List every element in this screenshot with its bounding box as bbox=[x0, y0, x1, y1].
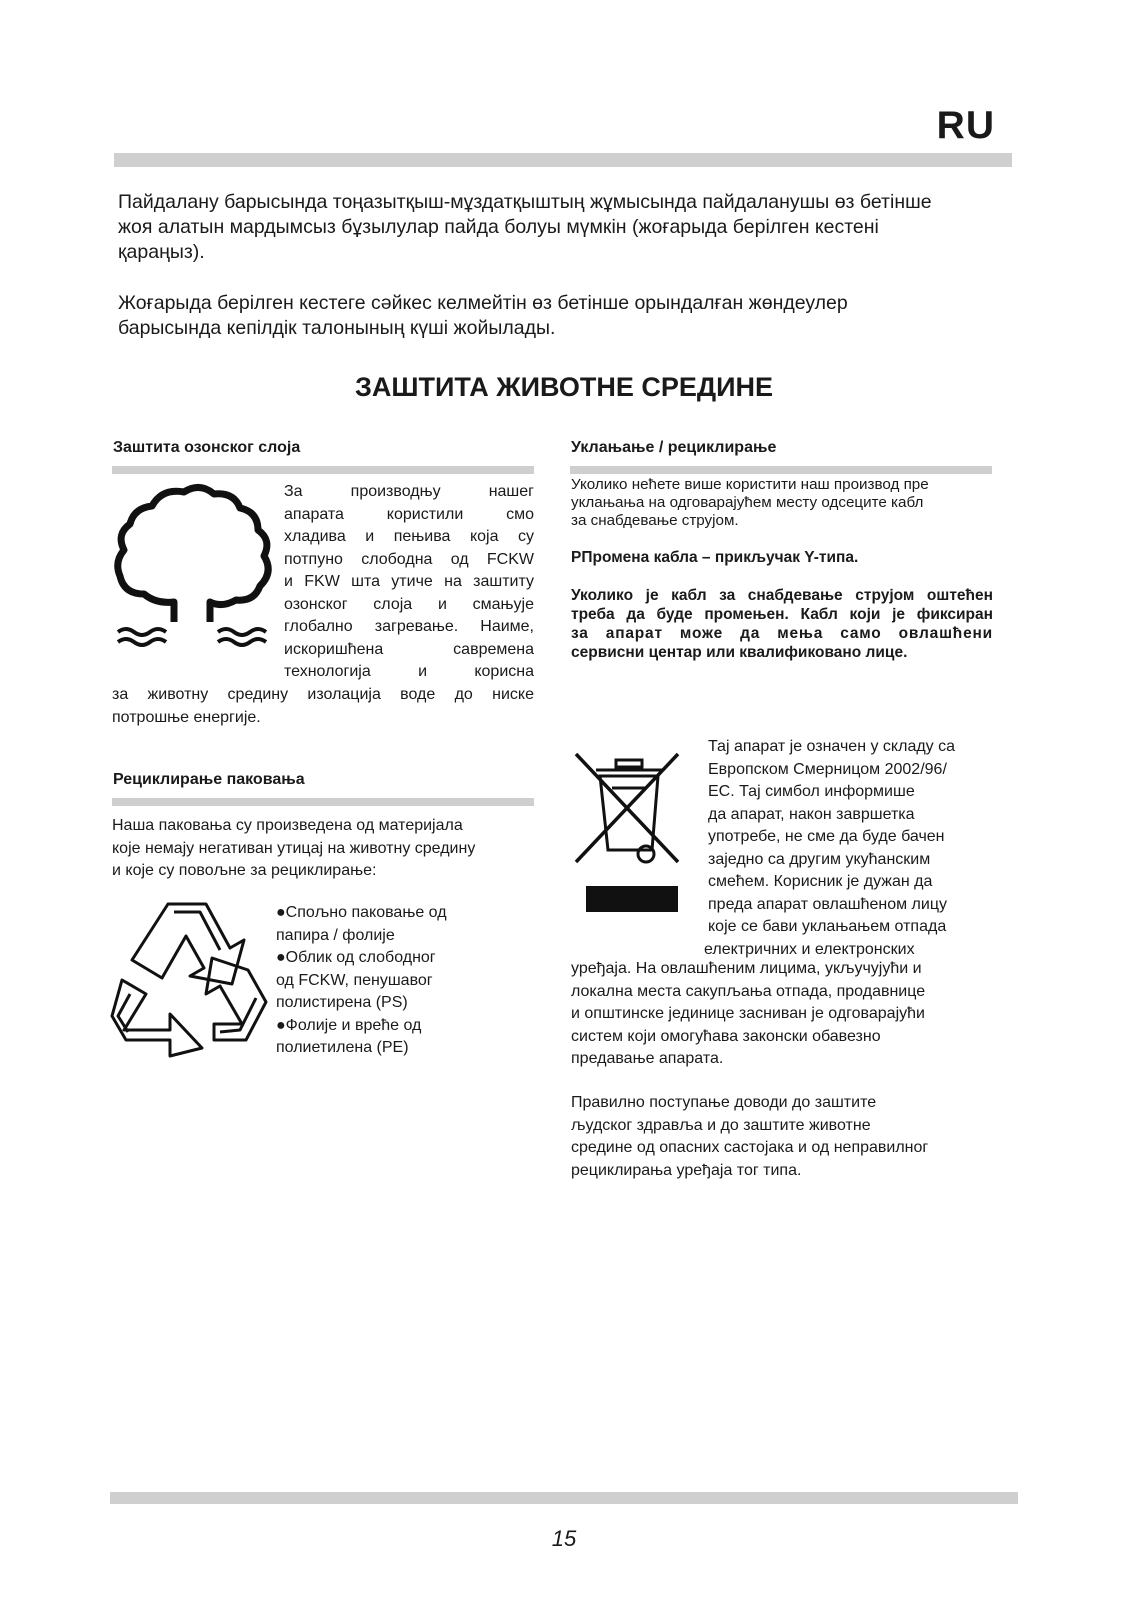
intro-paragraph-1 bbox=[118, 190, 1028, 265]
text-line: преда апарат овлашћеном лицу bbox=[708, 895, 947, 913]
text-line: потрошње енергије. bbox=[112, 708, 261, 726]
tree-icon bbox=[112, 482, 280, 654]
bullet: ● bbox=[276, 1016, 286, 1034]
text-line: људског здравља и до заштите животне bbox=[571, 1116, 871, 1134]
text-line: систем који омогућава законски обавезно bbox=[571, 1027, 881, 1045]
recycle-icon bbox=[110, 898, 270, 1058]
weee-side-text bbox=[704, 736, 1008, 961]
list-item bbox=[276, 947, 536, 1015]
section-title: ЗАШТИТА ЖИВОТНЕ СРЕДИНЕ bbox=[354, 372, 774, 402]
text-line: Тај апарат је означен у складу са bbox=[708, 738, 956, 755]
text-line: електричних и електронских bbox=[704, 940, 915, 958]
text-line: Спољно паковање од bbox=[285, 904, 447, 921]
text-line: средине од опасних састојака и од неправилног bbox=[571, 1139, 929, 1156]
text-line: треба да буде промењен. Кабл који је фиксиран bbox=[571, 606, 993, 623]
text-line: озонског слоја и смањује bbox=[284, 595, 534, 613]
text-line: и FKW шта утиче на заштиту bbox=[284, 573, 534, 590]
weee-full-text bbox=[571, 958, 1001, 1071]
weee-final-text bbox=[571, 1092, 1001, 1182]
text-line: Уколико је кабл за снабдевање струјом оштећен bbox=[571, 587, 993, 604]
text-line: предавање апарата. bbox=[571, 1050, 724, 1067]
list-item bbox=[276, 1015, 536, 1060]
text-line: смећем. Корисник је дужан да bbox=[708, 873, 933, 890]
text-line: барысында кепілдік талонының күші жойылады. bbox=[118, 317, 556, 339]
text-line: ЕС. Тај симбол информише bbox=[708, 783, 915, 800]
text-line: Облик од слободног bbox=[285, 949, 436, 966]
packaging-list bbox=[276, 902, 536, 1060]
text-line: Фолије и вреће од bbox=[285, 1016, 422, 1034]
text-line: од FCKW, пенушавог bbox=[276, 971, 433, 989]
text-line: и које су повољне за рециклирање: bbox=[112, 862, 377, 879]
cable-warning bbox=[571, 586, 993, 662]
text-line: қараңыз). bbox=[118, 241, 205, 263]
text-line: да апарат, након завршетка bbox=[708, 805, 915, 823]
text-line: за апарат може да мења само овлашћени bbox=[571, 625, 993, 642]
text-line: Жоғарыда берілген кестеге сәйкес келмейтін өз бетінше орындалған жөндеулер bbox=[118, 292, 848, 314]
ozone-side-text bbox=[284, 481, 534, 684]
text-line: Правилно поступање доводи до заштите bbox=[571, 1094, 877, 1111]
ozone-full-text bbox=[112, 684, 534, 729]
text-line: за животну средину изолација воде до ниске bbox=[112, 686, 534, 703]
text-line: уклањања на одговарајућем месту одсеците кабл bbox=[571, 494, 924, 511]
bullet: ● bbox=[276, 949, 286, 966]
disposal-intro bbox=[571, 476, 996, 530]
text-line: глобално загревање. Наиме, bbox=[284, 618, 534, 635]
ozone-heading-rule bbox=[112, 466, 534, 474]
text-line: уређаја. На овлашћеним лицима, укључујући и bbox=[571, 960, 922, 977]
text-line: жоя алатын мардымсыз бұзылулар пайда болуы мүмкін (жоғарыда берілген кестені bbox=[118, 216, 879, 238]
text-line: заједно са другим укућанским bbox=[708, 850, 931, 868]
text-line: хладива и пењива која су bbox=[284, 528, 534, 545]
header-divider bbox=[114, 153, 1012, 167]
text-line: полистирена (PS) bbox=[276, 994, 408, 1011]
text-line: потпуно слободна од FCKW bbox=[284, 550, 534, 568]
page-number: 15 bbox=[551, 1526, 577, 1551]
ozone-heading: Заштита озонског слоја bbox=[113, 439, 301, 456]
text-line: које се бави уклањањем отпада bbox=[708, 918, 947, 935]
text-line: За производњу нашег bbox=[284, 483, 534, 500]
text-line: употребе, не сме да буде бачен bbox=[708, 828, 945, 845]
packaging-heading: Рециклирање паковања bbox=[113, 771, 305, 788]
language-code: RU bbox=[936, 104, 995, 147]
packaging-intro bbox=[112, 815, 542, 883]
text-line: рециклирања уређаја тог типа. bbox=[571, 1161, 802, 1179]
disposal-heading-rule bbox=[570, 466, 992, 474]
text-line: које немају негативан утицај на животну средину bbox=[112, 839, 476, 857]
text-line: и општинске јединице засниван је одговарајући bbox=[571, 1005, 925, 1022]
text-line: Уколико нећете више користити наш производ пре bbox=[571, 476, 929, 493]
bullet: ● bbox=[276, 904, 286, 921]
intro-paragraph-2 bbox=[118, 291, 1028, 341]
text-line: локална места сакупљања отпада, продавнице bbox=[571, 982, 926, 1000]
text-line: полиетилена (PE) bbox=[276, 1039, 409, 1056]
cable-title: РПромена кабла – прикључак Y-типа. bbox=[571, 549, 859, 566]
text-line: искоришћена савремена bbox=[284, 640, 534, 658]
text-line: сервисни центар или квалификовано лице. bbox=[571, 644, 908, 661]
footer-divider bbox=[110, 1492, 1018, 1504]
text-line: апарата користили смо bbox=[284, 505, 534, 523]
text-line: технологија и корисна bbox=[284, 663, 534, 680]
packaging-heading-rule bbox=[112, 798, 534, 806]
crossed-bin-icon bbox=[572, 750, 684, 918]
text-line: Европском Смерницом 2002/96/ bbox=[708, 760, 947, 778]
text-line: папира / фолије bbox=[276, 926, 395, 944]
text-line: за снабдевање струјом. bbox=[571, 512, 739, 529]
text-line: Пайдалану барысында тоңазытқыш-мұздатқыштың жұмысында пайдаланушы өз бетінше bbox=[118, 191, 932, 213]
disposal-heading: Уклањање / рециклирање bbox=[571, 439, 777, 456]
text-line: Наша паковања су произведена од материјала bbox=[112, 817, 463, 834]
list-item bbox=[276, 902, 536, 947]
